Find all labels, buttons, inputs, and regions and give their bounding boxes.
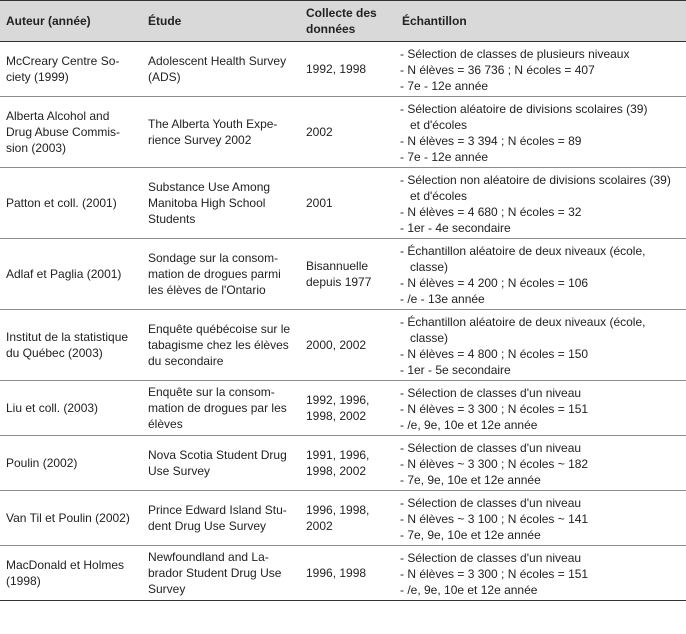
cell-study-line: (ADS) [148,70,181,84]
cell-author-line: Institut de la statistique [6,330,129,344]
cell-collection-line: 1996, 1998 [306,566,367,580]
cell-collection-line: Bisannuelle [306,259,369,273]
cell-sample-line: - /e, 9e, 10e et 12e année [400,418,538,432]
cell-sample-line: - 7e, 9e, 10e et 12e année [400,473,541,487]
table-header [0,1,686,42]
cell-collection-line: 1998, 2002 [306,409,367,423]
cell-study-line: The Alberta Youth Expe- [148,117,278,131]
cell-sample-line: - N élèves = 4 680 ; N écoles = 32 [400,205,582,219]
cell-sample [396,546,686,601]
cell-study-line: du secondaire [148,354,224,368]
cell-sample-line: - 7e, 9e, 10e et 12e année [400,528,541,542]
cell-author-line: MacDonald et Holmes [6,558,125,572]
cell-study-line: Adolescent Health Survey [148,54,287,68]
cell-author [0,491,142,546]
cell-author [0,436,142,491]
cell-collection-line: 1991, 1996, [306,448,370,462]
cell-study-line: les élèves de l'Ontario [148,283,266,297]
header-sample: Échantillon [396,1,686,42]
cell-study-line: dent Drug Use Survey [148,519,267,533]
header-collection: Collecte des données [300,1,396,42]
header-row [0,1,686,42]
cell-study-line: rience Survey 2002 [148,133,252,147]
cell-study [142,310,300,381]
table-row [0,381,686,436]
cell-collection-line: depuis 1977 [306,275,372,289]
cell-sample-line: - N élèves = 4 800 ; N écoles = 150 [400,347,589,361]
cell-author [0,42,142,97]
cell-sample [396,436,686,491]
table-row [0,546,686,601]
cell-collection [300,546,396,601]
table-body [0,42,686,601]
cell-author-line: (1998) [6,574,41,588]
cell-study-line: Survey [148,582,186,596]
cell-study [142,381,300,436]
table-row [0,491,686,546]
cell-sample-line: - N élèves = 3 394 ; N écoles = 89 [400,134,582,148]
cell-study [142,436,300,491]
cell-sample-line: - N élèves = 36 736 ; N écoles = 407 [400,63,595,77]
cell-author-line: Alberta Alcohol and [6,109,110,123]
cell-sample-line: - Sélection de classes de plusieurs niveaux [400,47,630,61]
cell-author-line: Poulin (2002) [6,456,78,470]
cell-author [0,546,142,601]
cell-study [142,239,300,310]
cell-collection-line: 1998, 2002 [306,464,367,478]
cell-sample-line: - N élèves = 4 200 ; N écoles = 106 [400,276,589,290]
cell-author-line: Van Til et Poulin (2002) [6,511,130,525]
cell-sample-line: - 7e - 12e année [400,150,489,164]
table-row [0,310,686,381]
cell-collection-line: 2000, 2002 [306,338,367,352]
cell-author-line: sion (2003) [6,141,67,155]
cell-sample-line: - 7e - 12e année [400,79,489,93]
cell-sample-line: classe) [410,260,449,274]
cell-sample-line: - Sélection non aléatoire de divisions scolaires (39) [400,173,671,187]
cell-study [142,491,300,546]
cell-sample-line: - Échantillon aléatoire de deux niveaux (école, [400,244,646,258]
cell-sample-line: - 1er - 4e secondaire [400,221,511,235]
cell-study-line: Use Survey [148,464,211,478]
cell-author [0,97,142,168]
header-study: Étude [142,1,300,42]
cell-sample [396,491,686,546]
cell-study-line: Prince Edward Island Stu- [148,503,287,517]
cell-study [142,42,300,97]
cell-collection [300,168,396,239]
cell-sample [396,168,686,239]
cell-sample-line: et d'écoles [410,189,467,203]
cell-sample-line: classe) [410,331,449,345]
cell-study [142,168,300,239]
cell-study-line: Nova Scotia Student Drug [148,448,287,462]
cell-collection [300,239,396,310]
cell-study [142,97,300,168]
cell-sample [396,310,686,381]
table-row [0,239,686,310]
cell-collection [300,491,396,546]
cell-study-line: brador Student Drug Use [148,566,282,580]
cell-study-line: tabagisme chez les élèves [148,338,289,352]
cell-study-line: mation de drogues parmi [148,267,281,281]
cell-study [142,546,300,601]
table-row [0,436,686,491]
cell-author [0,168,142,239]
cell-study-line: mation de drogues par les [148,401,287,415]
cell-author-line: Patton et coll. (2001) [6,196,117,210]
cell-study-line: Manitoba High School [148,196,266,210]
cell-study-line: Sondage sur la consom- [148,251,279,265]
cell-sample-line: - N élèves = 3 300 ; N écoles = 151 [400,402,589,416]
cell-sample-line: - Sélection de classes d'un niveau [400,496,582,510]
cell-collection-line: 1992, 1998 [306,62,367,76]
cell-study-line: Newfoundland and La- [148,550,269,564]
cell-collection-line: 1992, 1996, [306,393,370,407]
cell-sample-line: - 1er - 5e secondaire [400,363,511,377]
cell-author [0,239,142,310]
cell-collection [300,381,396,436]
cell-study-line: Students [148,212,196,226]
cell-study-line: Substance Use Among [148,180,271,194]
cell-sample-line: - N élèves = 3 300 ; N écoles = 151 [400,567,589,581]
cell-collection [300,310,396,381]
cell-sample [396,97,686,168]
cell-author-line: Liu et coll. (2003) [6,401,99,415]
cell-author-line: Adlaf et Paglia (2001) [6,267,122,281]
cell-sample [396,381,686,436]
cell-sample-line: - Sélection de classes d'un niveau [400,441,582,455]
cell-collection [300,42,396,97]
cell-author-line: ciety (1999) [6,70,69,84]
cell-author [0,310,142,381]
cell-author-line: du Québec (2003) [6,346,103,360]
table-row [0,42,686,97]
cell-author [0,381,142,436]
cell-sample-line: - /e, 9e, 10e et 12e année [400,583,538,597]
cell-study-line: élèves [148,417,183,431]
cell-collection-line: 1996, 1998, [306,503,370,517]
cell-sample [396,42,686,97]
cell-study-line: Enquête québécoise sur le [148,322,291,336]
cell-sample-line: - N élèves ~ 3 300 ; N écoles ~ 182 [400,457,589,471]
cell-collection-line: 2001 [306,196,333,210]
cell-sample [396,239,686,310]
cell-author-line: McCreary Centre So- [6,54,120,68]
cell-sample-line: - /e - 13e année [400,292,485,306]
cell-collection [300,97,396,168]
table-row [0,97,686,168]
cell-sample-line: - Sélection de classes d'un niveau [400,551,582,565]
cell-collection-line: 2002 [306,125,333,139]
cell-sample-line: - Sélection de classes d'un niveau [400,386,582,400]
table-row [0,168,686,239]
cell-collection-line: 2002 [306,519,333,533]
cell-sample-line: et d'écoles [410,118,467,132]
header-author: Auteur (année) [0,1,142,42]
cell-sample-line: - Échantillon aléatoire de deux niveaux (école, [400,315,646,329]
cell-study-line: Enquête sur la consom- [148,385,275,399]
cell-author-line: Drug Abuse Commis- [6,125,121,139]
cell-sample-line: - N élèves ~ 3 100 ; N écoles ~ 141 [400,512,589,526]
cell-collection [300,436,396,491]
cell-sample-line: - Sélection aléatoire de divisions scolaires (39) [400,102,648,116]
